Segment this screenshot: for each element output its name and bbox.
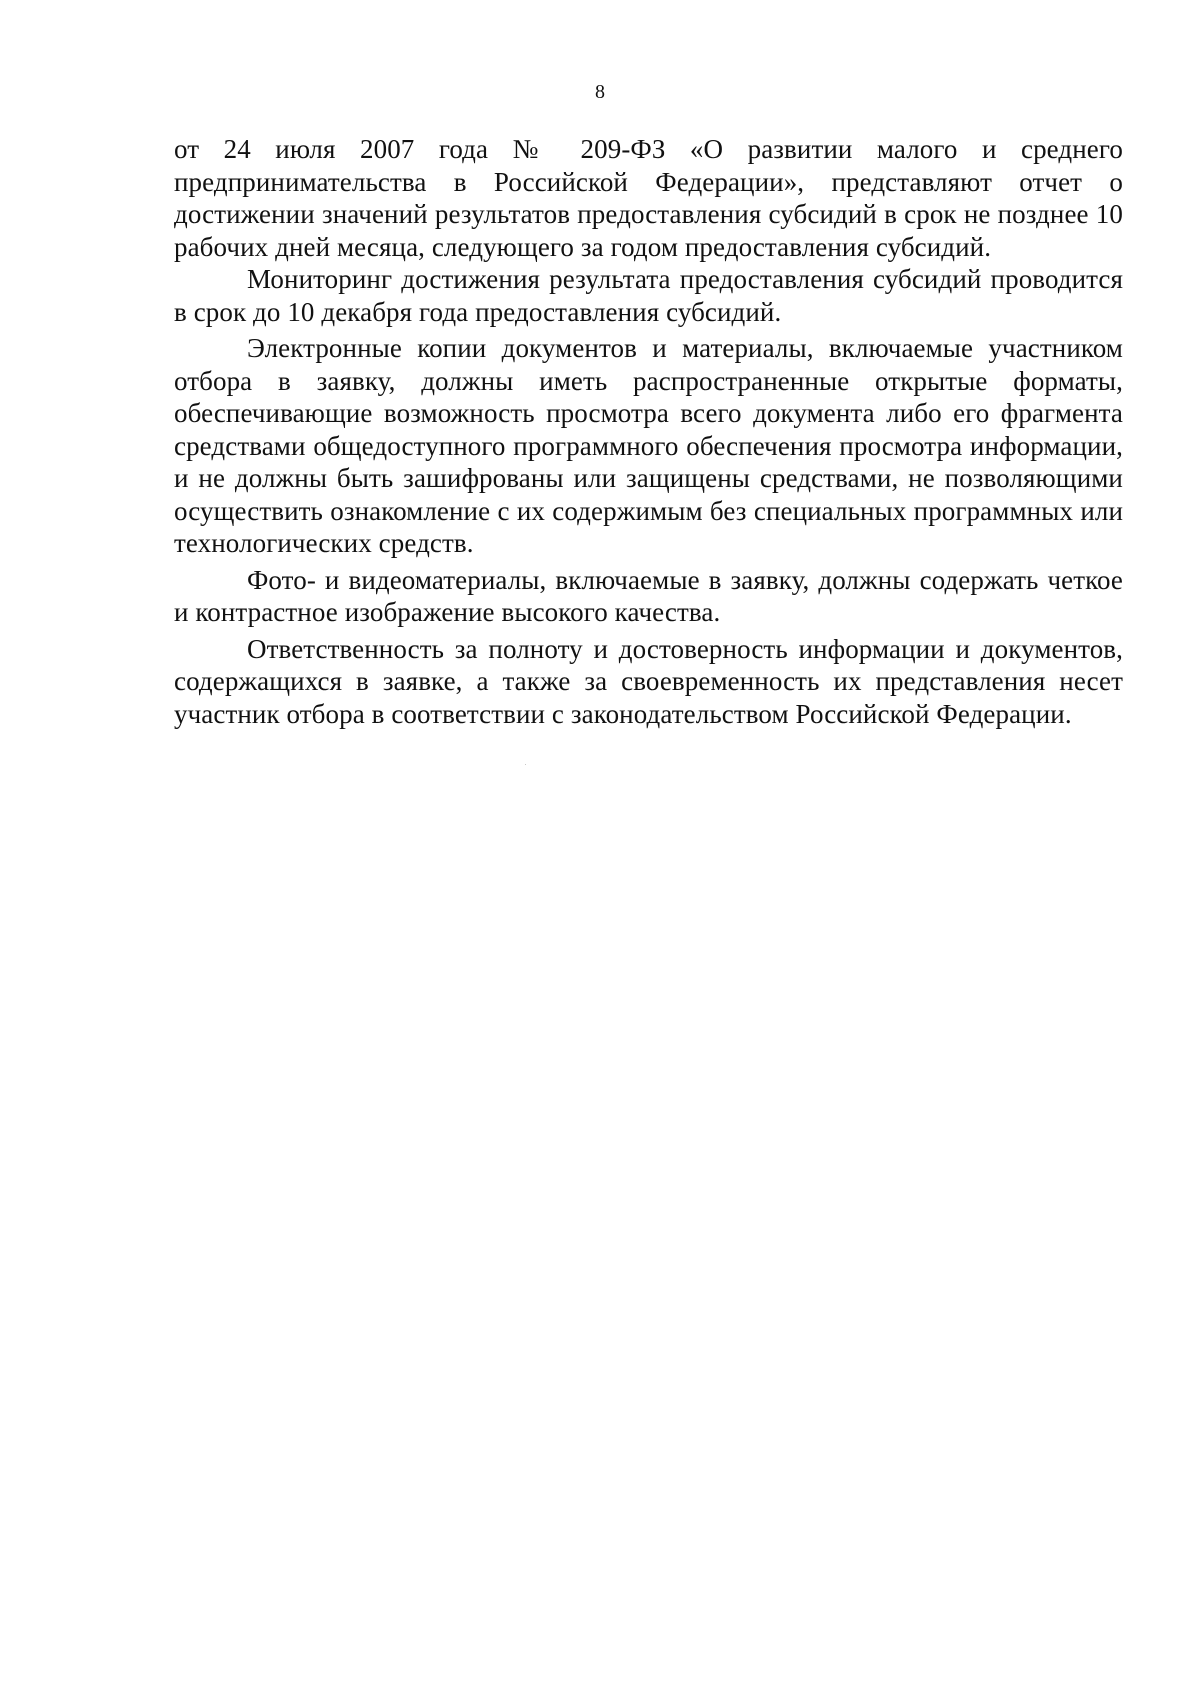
paragraph-continuation: от 24 июля 2007 года № 209-ФЗ «О развитии малого и среднего предпринимательства в Российской Федерации», представляют отчет о достижении значений результатов предоставления субсидий в срок не позднее 10 рабочих дней месяца, следующего за годом предоставления субсидий. — [174, 134, 1123, 262]
paragraph-photo-video: Фото- и видеоматериалы, включаемые в заявку, должны содержать четкое и контрастное изображение высокого качества. — [174, 564, 1123, 627]
document-body — [174, 133, 1123, 730]
paragraph-electronic-copies: Электронные копии документов и материалы, включаемые участником отбора в заявку, должны иметь распространенные открытые форматы, обеспечивающие возможность просмотра всего документа либо его фрагмента средствами общедоступного программного обеспечения просмотра информации, и не должны быть зашифрованы или защищены средствами, не позволяющими осуществить ознакомление с их содержимым без специальных программных или технологических средств. — [174, 333, 1123, 558]
scan-speck — [525, 764, 526, 765]
paragraph-monitoring: Мониторинг достижения результата предоставления субсидий проводится в срок до 10 декабря года предоставления субсидий. — [174, 264, 1123, 327]
page-number: 8 — [595, 81, 605, 103]
paragraph-responsibility: Ответственность за полноту и достоверность информации и документов, содержащихся в заявке, а также за своевременность их представления несет участник отбора в соответствии с законодательством Российской Федерации. — [174, 633, 1123, 729]
